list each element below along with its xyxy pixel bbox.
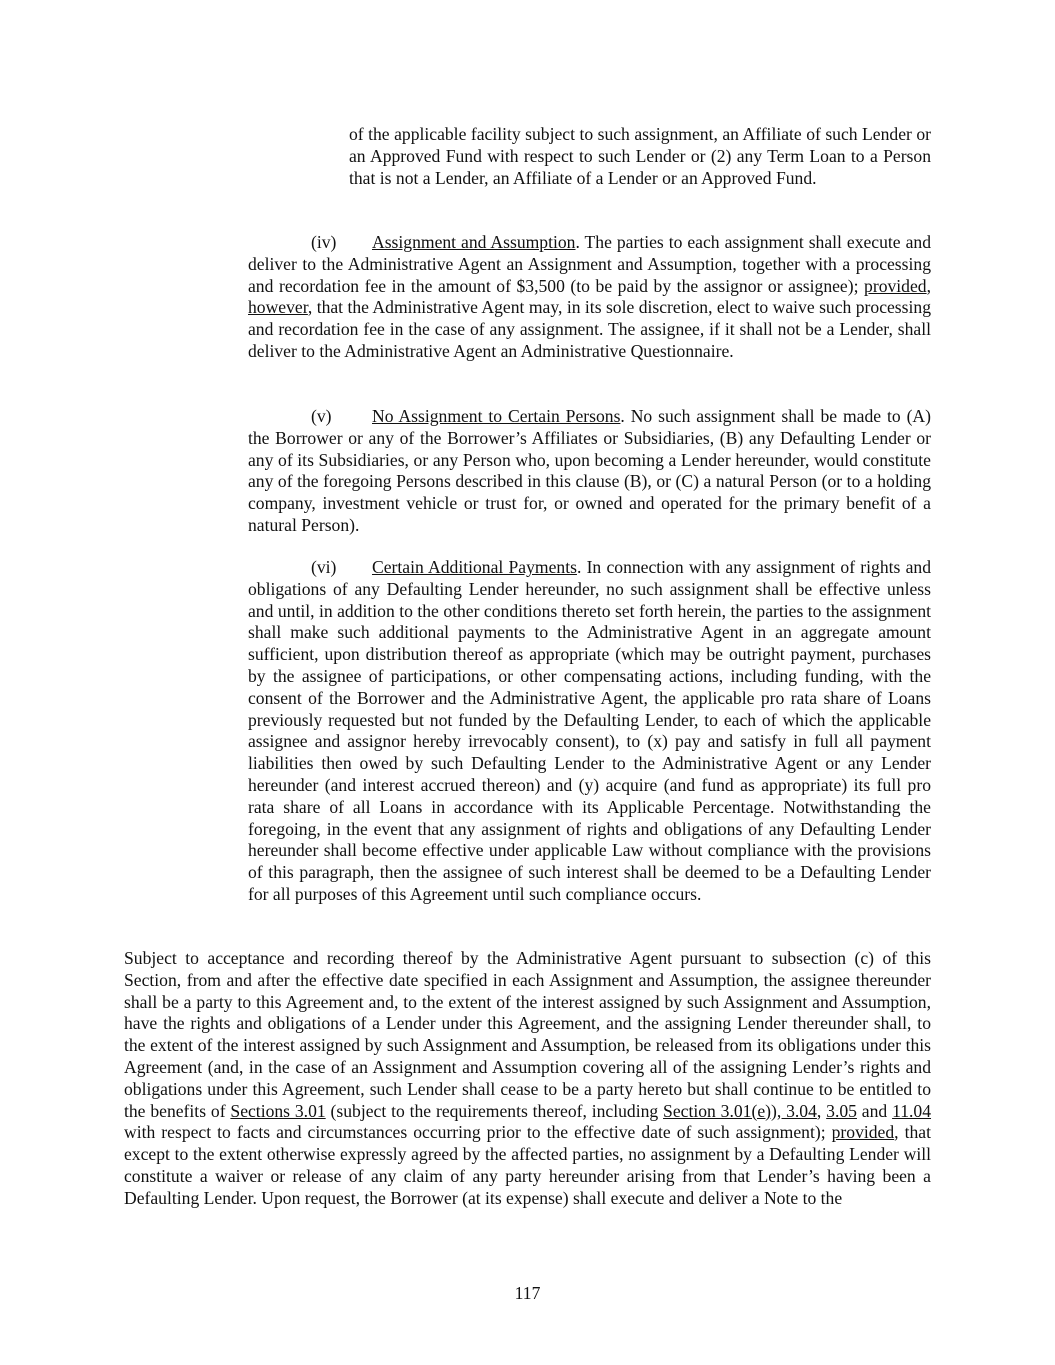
subject-paragraph xyxy=(124,948,931,1210)
section-body: , that the Administrative Agent may, in its sole discretion, elect to waive such processing and recordation fee in the case of any assignment. The assignee, if it shall not be a Lender, shall deliver to the Administrative Agent an Administrative Questionnaire. xyxy=(248,297,931,361)
provided-term: provided xyxy=(831,1122,895,1143)
section-reference: 11.04 xyxy=(892,1100,932,1121)
section-body: , xyxy=(926,275,931,296)
section-iv-paragraph xyxy=(248,232,931,363)
section-heading: No Assignment to Certain Persons xyxy=(372,406,621,426)
section-reference: 3.05 xyxy=(826,1100,857,1121)
provided-term: provided xyxy=(864,275,927,296)
body-text: (subject to the requirements thereof, including xyxy=(325,1100,664,1121)
section-reference: Section 3.01(e)), 3.04 xyxy=(663,1100,817,1121)
section-number: (vi) xyxy=(311,557,337,577)
body-text: Subject to acceptance and recording thereof by the Administrative Agent pursuant to subsection (c) of this Section, from and after the effective date specified in each Assignment and Assumption, the assignee thereunder shall be a party to this Agreement and, to the extent of the interest assigned by such Assignment and Assumption, have the rights and obligations of a Lender under this Agreement, and the assigning Lender thereunder shall, to the extent of the interest assigned by such Assignment and Assumption, be released from its obligations under this Agreement (and, in the case of an Assignment and Assumption covering all of the assigning Lender’s rights and obligations under this Agreement, such Lender shall cease to be a party hereto but shall continue to be entitled to the benefits of xyxy=(124,948,931,1121)
section-vi-paragraph xyxy=(248,557,931,906)
however-term: however xyxy=(248,297,308,318)
section-v-paragraph xyxy=(248,406,931,537)
body-text: , xyxy=(816,1100,827,1121)
body-text: , that except to the extent otherwise expressly agreed by the affected parties, no assignment by a Defaulting Lender will constitute a waiver or release of any claim of any party hereunder arising from that Lender’s having been a Defaulting Lender. Upon request, the Borrower (at its expense) shall execute and deliver a Note to the xyxy=(124,1122,931,1208)
section-body: . No such assignment shall be made to (A) the Borrower or any of the Borrower’s Affiliates or Subsidiaries, (B) any Defaulting Lender or any of its Subsidiaries, or any Person who, upon becoming a Lender hereunder, would constitute any of the foregoing Persons described in this clause (B), or (C) a natural Person (or to a holding company, investment vehicle or trust for, or owned and operated for the primary benefit of a natural Person). xyxy=(248,406,931,535)
section-reference: Sections 3.01 xyxy=(230,1100,326,1121)
section-heading: Certain Additional Payments xyxy=(372,557,577,577)
section-heading: Assignment and Assumption xyxy=(372,232,576,252)
continuation-paragraph: of the applicable facility subject to such assignment, an Affiliate of such Lender or an Approved Fund with respect to such Lender or (2) any Term Loan to a Person that is not a Lender, an Affiliate of a Lender or an Approved Fund. xyxy=(349,124,931,188)
body-text: and xyxy=(856,1100,893,1121)
page-number: 117 xyxy=(514,1283,541,1303)
section-body: . The parties to each assignment shall execute and deliver to the Administrative Agent an Assignment and Assumption, together with a processing and recordation fee in the amount of $3,500 (to be paid by the assignor or assignee); xyxy=(248,232,931,296)
section-number: (v) xyxy=(311,406,332,426)
section-body: . In connection with any assignment of rights and obligations of any Defaulting Lender hereunder, no such assignment shall be effective unless and until, in addition to the other conditions thereto set forth herein, the parties to the assignment shall make such additional payments to the Administrative Agent in an aggregate amount sufficient, upon distribution thereof as appropriate (which may be outright payment, purchases by the assignee of participations, or other compensating actions, including funding, with the consent of the Borrower and the Administrative Agent, the applicable pro rata share of Loans previously requested but not funded by the Defaulting Lender, to each of which the applicable assignee and assignor hereby irrevocably consent), to (x) pay and satisfy in full all payment liabilities then owed by such Defaulting Lender to the Administrative Agent or any Lender hereunder (and interest accrued thereon) and (y) acquire (and fund as appropriate) its full pro rata share of all Loans in accordance with its Applicable Percentage. Notwithstanding the foregoing, in the event that any assignment of rights and obligations of any Defaulting Lender hereunder shall become effective under applicable Law without compliance with the provisions of this paragraph, then the assignee of such interest shall be deemed to be a Defaulting Lender for all purposes of this Agreement until such compliance occurs. xyxy=(248,557,931,904)
body-text: with respect to facts and circumstances occurring prior to the effective date of such assignment); xyxy=(124,1122,832,1143)
section-number: (iv) xyxy=(311,232,337,252)
